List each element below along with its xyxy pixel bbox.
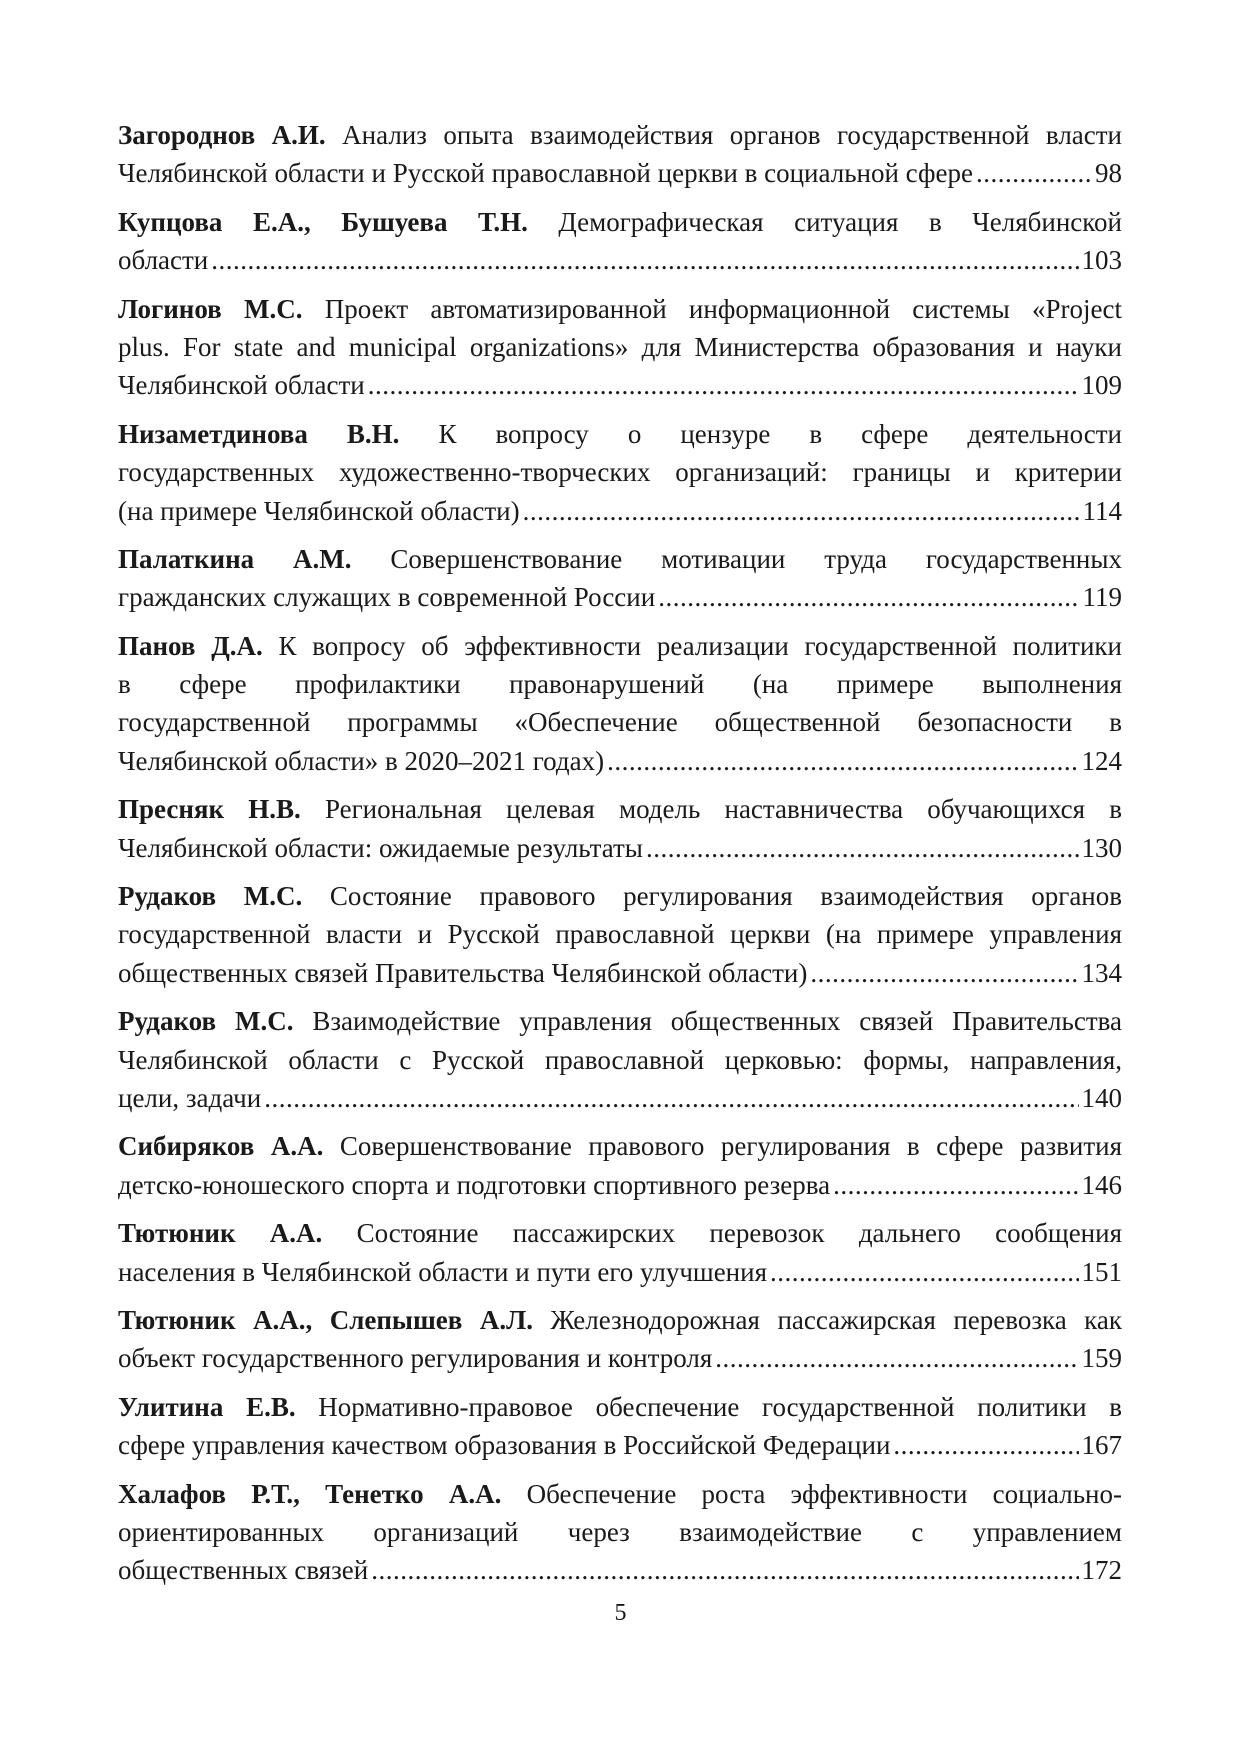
toc-entry-line	[118, 328, 1122, 366]
toc-entry-author: Пресняк Н.В.	[118, 794, 301, 825]
toc-entry-author: Панов Д.А.	[118, 630, 263, 661]
toc-entry-page: 146	[1081, 1169, 1122, 1200]
toc-entry-title-text: К вопросу об эффективности реализации государственной политики	[262, 630, 1122, 661]
toc-entry-title-text: государственной программы «Обеспечение общественной безопасности в	[118, 707, 1122, 738]
toc-entry-author: Логинов М.С.	[118, 293, 303, 324]
toc-entry-author: Улитина Е.В.	[118, 1391, 296, 1422]
toc-leader-dots	[264, 1079, 1078, 1117]
toc-entry-title-text: Челябинской области с Русской православной церковью: формы, направления,	[118, 1044, 1122, 1075]
toc-entry	[118, 1214, 1122, 1291]
toc-entry-line	[118, 1388, 1122, 1426]
toc-entry-author: Халафов Р.Т., Тенетко А.А.	[118, 1478, 502, 1509]
toc-leader-dots	[715, 1339, 1078, 1377]
toc-leader-dots	[658, 578, 1079, 616]
toc-entry	[118, 1475, 1122, 1590]
toc-entry-last-line	[118, 578, 1122, 616]
toc-entry-line	[118, 1214, 1122, 1252]
toc-entry-page: 98	[1095, 158, 1122, 189]
toc-entry-page: 109	[1081, 370, 1122, 401]
toc-entry	[118, 790, 1122, 867]
toc-entry	[118, 203, 1122, 280]
toc-entry-title-end: цели, задачи	[118, 1082, 262, 1113]
toc-entry-last-line	[118, 1551, 1122, 1589]
toc-entry-line	[118, 1475, 1122, 1513]
toc-entry-page: 124	[1081, 745, 1122, 776]
table-of-contents	[118, 116, 1122, 1590]
toc-entry-author: Тютюник А.А.	[118, 1218, 323, 1249]
toc-entry-title-end: сфере управления качеством образования в Российской Федерации	[118, 1430, 891, 1461]
toc-entry-title-text: Анализ опыта взаимодействия органов государственной власти	[325, 120, 1122, 150]
toc-entry-title-end: области	[118, 245, 209, 276]
toc-entry-author: Рудаков М.С.	[118, 1006, 294, 1037]
toc-entry-last-line	[118, 1253, 1122, 1291]
toc-entry-author: Сибиряков А.А.	[118, 1131, 324, 1162]
toc-entry-title-text: ориентированных организаций через взаимодействие с управлением	[118, 1516, 1122, 1547]
toc-entry-author: Палаткина А.М.	[118, 543, 352, 574]
toc-entry	[118, 1002, 1122, 1117]
toc-leader-dots	[810, 954, 1078, 992]
page-number: 5	[614, 1600, 627, 1626]
toc-entry-page: 103	[1081, 245, 1122, 276]
toc-entry-last-line	[118, 1426, 1122, 1464]
toc-entry-title-end: общественных связей Правительства Челябинской области)	[118, 957, 808, 988]
toc-entry-last-line	[118, 1166, 1122, 1204]
toc-entry-last-line	[118, 154, 1122, 192]
toc-entry	[118, 1388, 1122, 1465]
toc-entry-title-end: Челябинской области и Русской православной церкви в социальной сфере	[118, 158, 973, 189]
toc-entry-page: 134	[1081, 957, 1122, 988]
toc-entry-last-line	[118, 241, 1122, 279]
toc-entry-line	[118, 540, 1122, 578]
toc-entry-line	[118, 627, 1122, 665]
toc-entry-author: Загороднов А.И.	[118, 120, 326, 150]
toc-entry-page: 140	[1081, 1082, 1122, 1113]
toc-entry-title-text: Региональная целевая модель наставничества обучающихся в	[300, 794, 1122, 825]
toc-entry-line	[118, 1127, 1122, 1165]
toc-entry-line	[118, 453, 1122, 491]
toc-entry-author: Купцова Е.А., Бушуева Т.Н.	[118, 206, 528, 237]
toc-leader-dots	[893, 1426, 1078, 1464]
toc-entry-title-text: plus. For state and municipal organizations» для Министерства образования и науки	[118, 331, 1122, 362]
toc-leader-dots	[523, 492, 1080, 530]
toc-entry-last-line	[118, 954, 1122, 992]
toc-entry-page: 119	[1082, 582, 1122, 613]
toc-entry-line	[118, 877, 1122, 915]
toc-entry-line	[118, 1513, 1122, 1551]
toc-entry-title-text: Демографическая ситуация в Челябинской	[527, 206, 1122, 237]
toc-entry-author: Тютюник А.А., Слепышев А.Л.	[118, 1304, 533, 1335]
toc-entry-line	[118, 1002, 1122, 1040]
toc-entry-title-end: населения в Челябинской области и пути его улучшения	[118, 1256, 767, 1287]
toc-entry	[118, 415, 1122, 530]
toc-entry-page: 130	[1081, 832, 1122, 863]
toc-entry-title-text: Состояние пассажирских перевозок дальнего сообщения	[322, 1218, 1122, 1249]
toc-leader-dots	[770, 1253, 1079, 1291]
toc-entry	[118, 290, 1122, 405]
toc-entry-title-end: общественных связей	[118, 1555, 369, 1586]
toc-entry-last-line	[118, 1079, 1122, 1117]
toc-entry-title-text: в сфере профилактики правонарушений (на примере выполнения	[118, 669, 1122, 700]
toc-entry-title-text: К вопросу о цензуре в сфере деятельности	[399, 418, 1122, 449]
toc-entry-page: 114	[1082, 495, 1122, 526]
toc-entry-last-line	[118, 366, 1122, 404]
toc-entry-page: 167	[1081, 1430, 1122, 1461]
toc-leader-dots	[211, 241, 1078, 279]
toc-leader-dots	[646, 829, 1079, 867]
toc-entry-title-text: Проект автоматизированной информационной системы «Project	[302, 293, 1122, 324]
toc-entry-line	[118, 290, 1122, 328]
toc-entry-title-end: (на примере Челябинской области)	[118, 495, 520, 526]
toc-entry-page: 159	[1081, 1343, 1122, 1374]
toc-entry-title-text: Совершенствование правового регулирования в сфере развития	[323, 1131, 1122, 1162]
toc-entry	[118, 1301, 1122, 1378]
toc-entry-line	[118, 415, 1122, 453]
toc-entry-title-text: Совершенствование мотивации труда государственных	[351, 543, 1122, 574]
toc-entry	[118, 1127, 1122, 1204]
toc-entry-title-text: государственной власти и Русской православной церкви (на примере управления	[118, 919, 1122, 950]
toc-entry-title-end: Челябинской области	[118, 370, 365, 401]
toc-entry-last-line	[118, 829, 1122, 867]
toc-entry-title-text: Железнодорожная пассажирская перевозка как	[532, 1304, 1122, 1335]
toc-entry-line	[118, 915, 1122, 953]
toc-entry-title-end: Челябинской области: ожидаемые результаты	[118, 832, 643, 863]
toc-entry-line	[118, 1301, 1122, 1339]
toc-entry-title-text: Обеспечение роста эффективности социально-	[501, 1478, 1122, 1509]
toc-entry-title-end: объект государственного регулирования и контроля	[118, 1343, 713, 1374]
toc-entry-title-end: гражданских служащих в современной России	[118, 582, 656, 613]
toc-entry-author: Низаметдинова В.Н.	[118, 418, 400, 449]
toc-leader-dots	[371, 1551, 1078, 1589]
toc-entry	[118, 627, 1122, 781]
toc-entry-last-line	[118, 742, 1122, 780]
toc-leader-dots	[368, 366, 1079, 404]
toc-entry-line	[118, 703, 1122, 741]
toc-entry-title-text: Взаимодействие управления общественных связей Правительства	[293, 1006, 1122, 1037]
toc-entry-line	[118, 665, 1122, 703]
toc-entry-line	[118, 1041, 1122, 1079]
toc-entry-title-end: Челябинской области» в 2020–2021 годах)	[118, 745, 605, 776]
toc-entry-author: Рудаков М.С.	[118, 881, 303, 912]
toc-entry-title-text: государственных художественно-творческих организаций: границы и критерии	[118, 457, 1122, 488]
toc-entry	[118, 540, 1122, 617]
toc-entry-last-line	[118, 1339, 1122, 1377]
toc-entry-page: 172	[1081, 1555, 1122, 1586]
toc-entry-title-text: Нормативно-правовое обеспечение государственной политики в	[295, 1391, 1122, 1422]
toc-entry-line	[118, 203, 1122, 241]
toc-leader-dots	[976, 154, 1092, 192]
toc-entry-title-end: детско-юношеского спорта и подготовки спортивного резерва	[118, 1169, 831, 1200]
toc-entry-title-text: Состояние правового регулирования взаимодействия органов	[302, 881, 1122, 912]
toc-leader-dots	[607, 742, 1078, 780]
toc-entry-last-line	[118, 492, 1122, 530]
toc-entry	[118, 116, 1122, 193]
toc-entry-line	[118, 790, 1122, 828]
toc-entry	[118, 877, 1122, 992]
toc-leader-dots	[833, 1166, 1078, 1204]
toc-entry-line	[118, 116, 1122, 154]
toc-entry-page: 151	[1081, 1256, 1122, 1287]
